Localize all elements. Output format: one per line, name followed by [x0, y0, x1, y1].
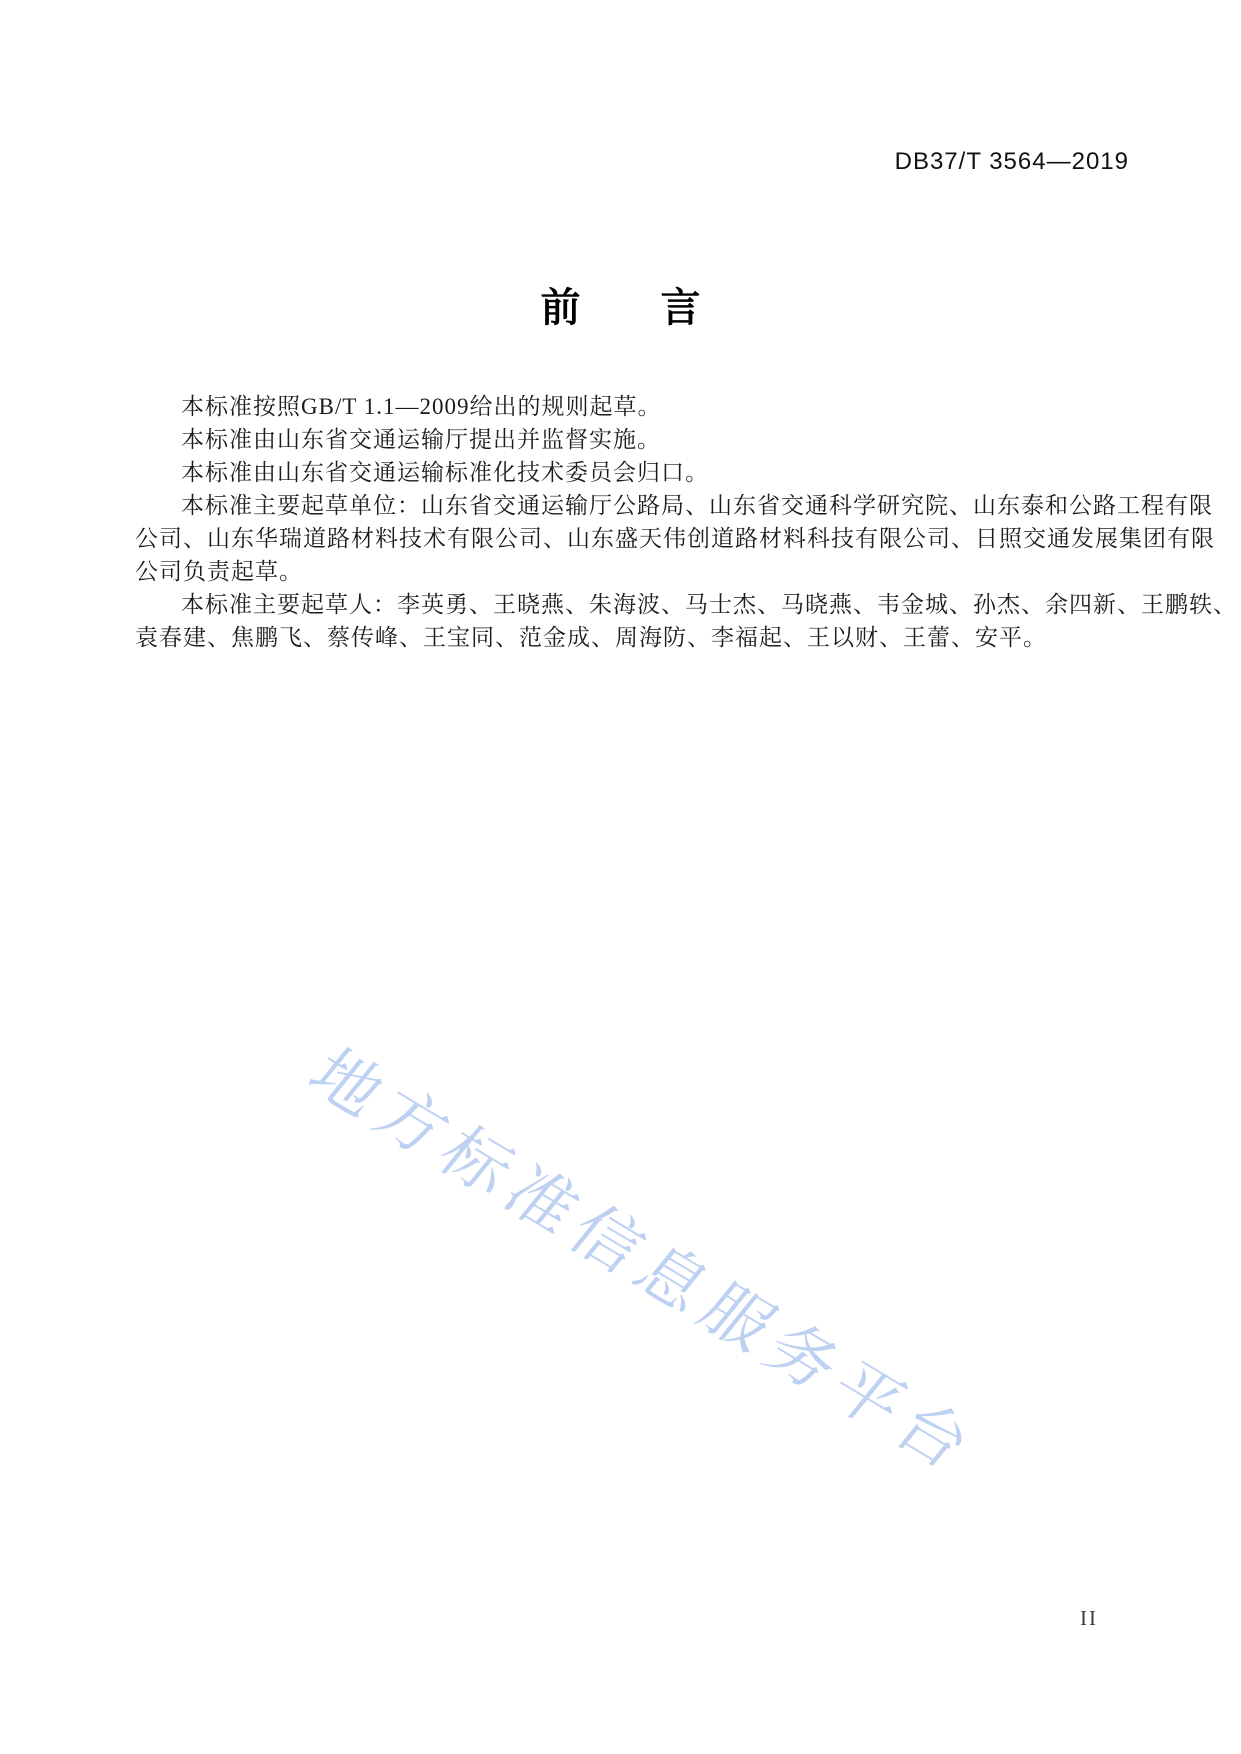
page-title: 前 言 — [540, 286, 701, 330]
diagonal-watermark: 地方标准信息服务平台 — [293, 1035, 994, 1488]
body-line: 袁春建、焦鹏飞、蔡传峰、王宝同、范金成、周海防、李福起、王以财、王蕾、安平。 — [135, 625, 1047, 650]
body-line: 公司、山东华瑞道路材料技术有限公司、山东盛天伟创道路材料科技有限公司、日照交通发展集团有限 — [135, 526, 1215, 551]
standard-number-header: DB37/T 3564—2019 — [894, 148, 1129, 175]
body-line: 公司负责起草。 — [135, 559, 303, 584]
body-line: 本标准按照GB/T 1.1—2009给出的规则起草。 — [181, 394, 662, 419]
body-line: 本标准由山东省交通运输标准化技术委员会归口。 — [181, 460, 709, 485]
body-line: 本标准主要起草单位：山东省交通运输厅公路局、山东省交通科学研究院、山东泰和公路工程有限 — [181, 493, 1213, 518]
foreword-body — [135, 390, 1237, 654]
body-line: 本标准由山东省交通运输厅提出并监督实施。 — [181, 427, 661, 452]
body-line: 本标准主要起草人：李英勇、王晓燕、朱海波、马士杰、马晓燕、韦金城、孙杰、余四新、王鹏轶、 — [181, 592, 1237, 617]
page-number: II — [1080, 1606, 1098, 1630]
